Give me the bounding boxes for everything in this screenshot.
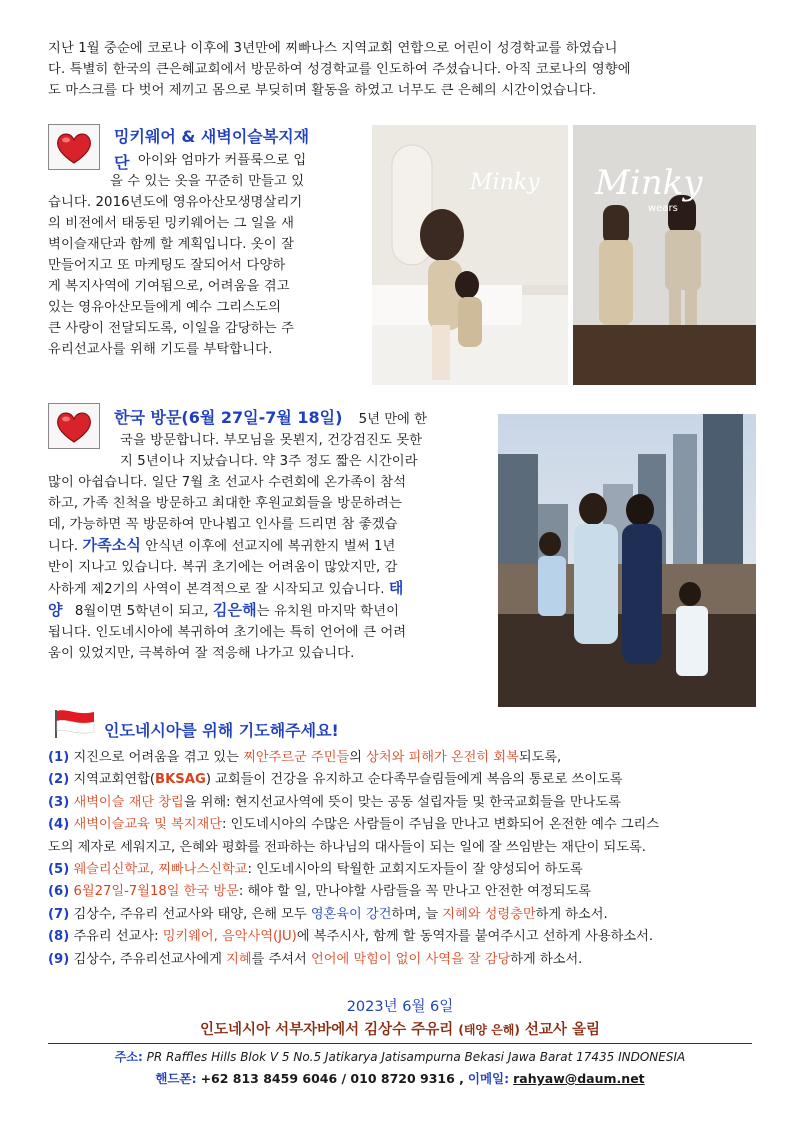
signature-date: 2023년 6월 6일 [346,999,454,1015]
minky-brand-right: Minky [595,163,703,203]
text-line: 벽이슬재단과 함께 할 계획입니다. 옷이 잘 [48,237,295,252]
text-line: 있는 영유아산모들에게 예수 그리스도의 [48,300,282,315]
text-line: 니다. 가족소식 안식년 이후에 선교지에 복귀한지 벌써 1년 [48,536,396,554]
family-news-label: 가족소식 [82,536,141,554]
text-line: 큰 사랑이 전달되도록, 이일을 감당하는 주 [48,321,295,336]
text-line: 습니다. 2016년도에 영유아산모생명살리기 [48,195,303,210]
indonesia-flag-icon [50,708,98,738]
section2-title: 한국 방문(6월 27일-7월 18일) [114,408,343,427]
minky-photo-left [372,125,568,385]
text-line: 을 수 있는 옷을 꾸준히 만들고 있 [110,174,305,189]
text-line: 데, 가능하면 꼭 방문하여 만나뵙고 인사를 드리면 참 좋겠습 [48,517,398,532]
prayer-item: (9) 김상수, 주유리선교사에게 지혜를 주셔서 언어에 막힘이 없이 사역을 잘 감당하게 하소서. [48,951,583,967]
intro-line: 지난 1월 중순에 코로나 이후에 3년만에 찌빠나스 지역교회 연합으로 어린이 성경학교를 하였습니 [48,41,618,56]
section1-title-cont: 단 [114,153,130,172]
taeyang-label: 태 [388,579,404,597]
intro-line: 다. 특별히 한국의 큰은혜교회에서 방문하여 성경학교를 인도하여 주셨습니다. 아직 코로나의 영향에 [48,62,631,77]
text-line: 하고, 가족 친척을 방문하고 최대한 후원교회들을 방문하려는 [48,496,402,511]
section2-title-after: 5년 만에 한 [358,412,427,427]
taeyang-label-cont: 양 [48,601,63,619]
text-line: 반이 지나고 있습니다. 복귀 초기에는 어려움이 많았지만, 감 [48,560,398,575]
intro-paragraph [48,38,758,101]
prayer-item: (5) 웨슬리신학교, 찌빠나스신학교: 인도네시아의 탁월한 교회지도자들이 잘 양성되어 하도록 [48,862,583,878]
prayer-item: (8) 주유리 선교사: 밍키웨어, 음악사역(JU)에 복주시사, 함께 할 동역자를 붙여주시고 선하게 사용하소서. [48,929,654,945]
text-line: 양 8월이면 5학년이 되고, 김은해는 유치원 마지막 학년이 [48,601,400,619]
text-line: 움이 있었지만, 극복하여 잘 적응해 나가고 있습니다. [48,646,355,661]
section2-title-row [114,405,494,428]
prayer-item: (1) 지진으로 어려움을 겪고 있는 찌안주르군 주민들의 상처와 피해가 온전히 회복되도록, [48,750,562,765]
text-line: 게 복지사역에 기여됨으로, 어려움을 겪고 [48,279,290,294]
minky-brand-left: Minky [470,170,540,195]
minky-brand-sub: wears [648,203,678,214]
eunhae-label: 김은해 [212,601,257,619]
text-line: 아이와 엄마가 커플룩으로 입 [138,153,307,168]
prayer-item: (2) 지역교회연합(BKSAG) 교회들이 건강을 유지하고 순다족무슬림들에게 복음의 통로로 쓰이도록 [48,772,623,788]
prayer-list [48,747,760,971]
text-line: 사하게 제2기의 사역이 본격적으로 잘 시작되고 있습니다. 태 [48,579,404,597]
text-line: 됩니다. 인도네시아에 복귀하여 초기에는 특히 언어에 큰 어려 [48,625,407,640]
email-link[interactable]: rahyaw@daum.net [513,1071,645,1086]
family-photo [498,414,756,707]
text-line: 국을 방문합니다. 부모님을 못뵌지, 건강검진도 못한 [120,433,423,448]
footer-address: 주소: PR Raffles Hills Blok V 5 No.5 Jatikarya Jatisampurna Bekasi Jawa Barat 17435 INDONESIA [114,1050,686,1064]
prayer-item: (7) 김상수, 주유리 선교사와 태양, 은해 모두 영혼육이 강건하며, 늘 지혜와 성령충만하게 하소서. [48,906,608,922]
intro-line: 도 마스크를 다 벗어 제끼고 몸으로 부딪히며 활동을 하였고 너무도 큰 은혜의 시간이었습니다. [48,83,597,98]
prayer-title: 인도네시아를 위해 기도해주세요! [104,721,339,740]
text-line: 의 비전에서 태동된 밍키웨어는 그 일을 새 [48,216,295,231]
text-line: 만들어지고 또 마케팅도 잘되어서 다양하 [48,258,286,273]
footer-contact: 핸드폰: +62 813 8459 6046 / 010 8720 9316 , 이메일: rahyaw@daum.net [155,1071,645,1086]
section1-text [48,150,368,360]
text-line: 유리선교사를 위해 기도를 부탁합니다. [48,342,273,357]
prayer-item: (6) 6월27일-7월18일 한국 방문: 해야 할 일, 만나야할 사람들을 꼭 만나고 안전한 여정되도록 [48,884,591,900]
signature-line: 인도네시아 서부자바에서 김상수 주유리 (태양 은해) 선교사 올림 [200,1022,600,1038]
prayer-item: (4) 새벽이슬교육 및 복지재단: 인도네시아의 수많은 사람들이 주님을 만나고 변화되어 온전한 예수 그리스 도의 제자로 세워지고, 은혜와 평화를 전파하는 하나님의 대사들이 되는 일에 잘 쓰임받는 재단이 되도록. [48,817,660,855]
text-line: 많이 아쉽습니다. 일단 7월 초 선교사 수련회에 온가족이 참석 [48,475,407,490]
section1-title: 밍키웨어 & 새벽이슬복지재 [114,127,310,146]
text-line: 지 5년이나 지났습니다. 약 3주 정도 짧은 시간이라 [120,454,418,469]
section2-text [48,430,498,664]
minky-photo-right [573,125,756,385]
prayer-item: (3) 새벽이슬 재단 창립을 위해: 현지선교사역에 뜻이 맞는 공동 설립자들 및 한국교회들을 만나도록 [48,794,621,810]
footer-divider [48,1043,752,1044]
